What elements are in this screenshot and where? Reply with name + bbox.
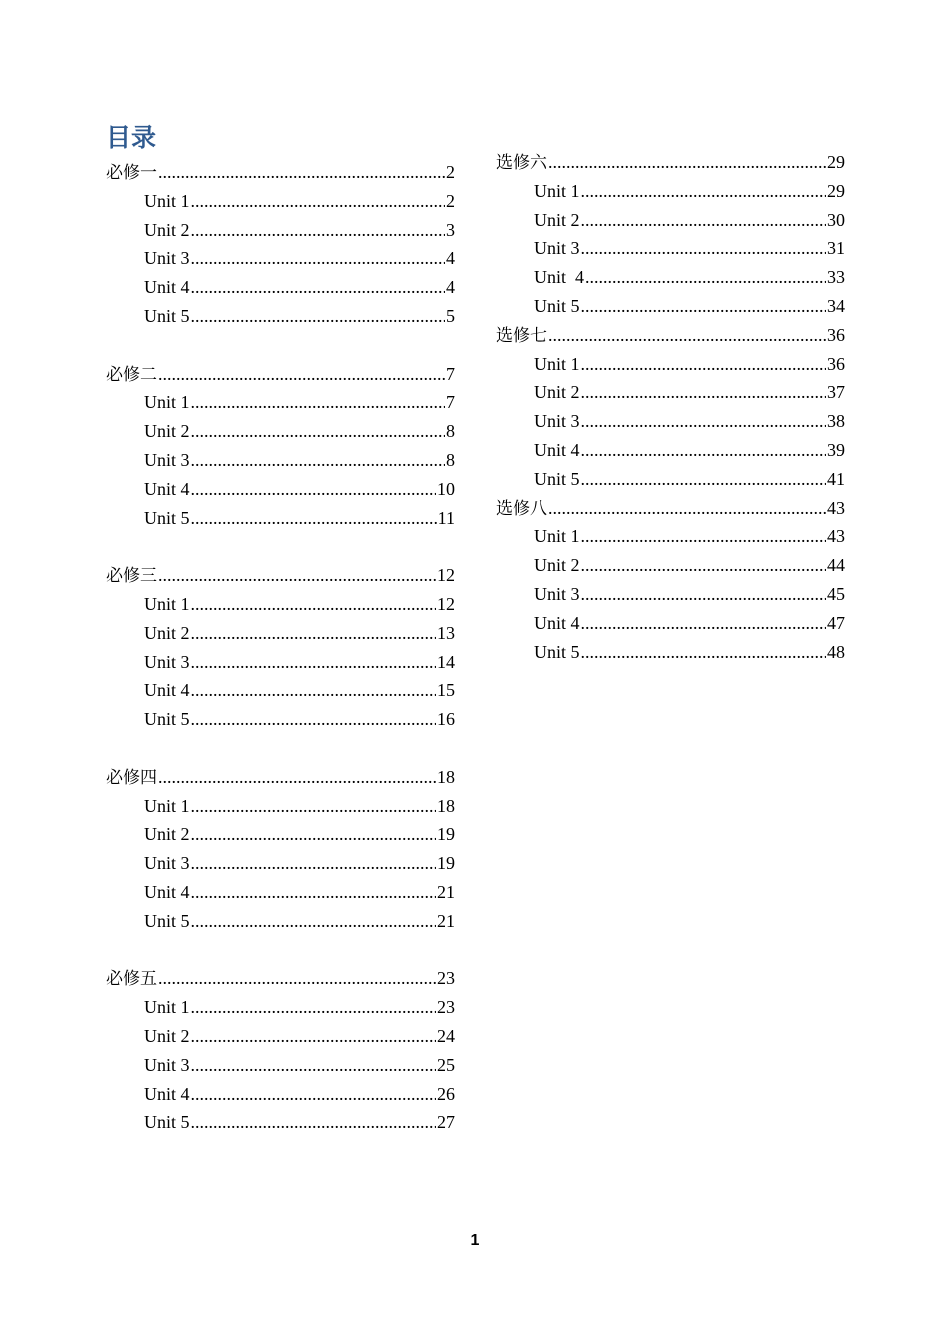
toc-unit-entry[interactable] [496, 350, 845, 379]
toc-unit-entry[interactable] [106, 216, 455, 245]
unit-page-number: 8 [446, 421, 455, 442]
toc-unit-entry[interactable] [106, 446, 455, 475]
toc-unit-entry[interactable] [106, 475, 455, 504]
dot-leader [191, 302, 445, 331]
unit-page-number: 48 [827, 641, 845, 662]
unit-page-number: 19 [437, 824, 455, 845]
dot-leader [581, 638, 826, 667]
unit-label: Unit 3 [144, 1054, 190, 1075]
unit-page-number: 15 [437, 680, 455, 701]
dot-leader [191, 273, 445, 302]
unit-page-number: 33 [827, 267, 845, 288]
toc-unit-entry[interactable] [106, 1051, 455, 1080]
unit-label: Unit 4 [144, 478, 190, 499]
section-page-number: 43 [827, 497, 845, 518]
section-name: 选修八 [496, 498, 547, 519]
unit-label: Unit 1 [144, 392, 190, 413]
unit-label: Unit 1 [144, 593, 190, 614]
unit-label: Unit 2 [534, 555, 580, 576]
unit-label: Unit 2 [534, 382, 580, 403]
unit-label: Unit 5 [144, 305, 190, 326]
dot-leader [191, 907, 436, 936]
dot-leader [581, 206, 826, 235]
unit-page-number: 13 [437, 622, 455, 643]
dot-leader [581, 465, 826, 494]
dot-leader [581, 350, 826, 379]
toc-section-entry[interactable] [106, 964, 455, 993]
dot-leader [548, 321, 826, 350]
toc-section-entry[interactable] [106, 763, 455, 792]
toc-left-column [106, 158, 455, 1137]
unit-page-number: 45 [827, 583, 845, 604]
unit-label: Unit 4 [144, 881, 190, 902]
unit-page-number: 21 [437, 881, 455, 902]
toc-unit-entry[interactable] [106, 187, 455, 216]
unit-label: Unit 1 [534, 180, 580, 201]
section-name: 选修七 [496, 325, 547, 346]
toc-unit-entry[interactable] [496, 407, 845, 436]
dot-leader [581, 609, 826, 638]
dot-leader [581, 234, 826, 263]
dot-leader [191, 1108, 436, 1137]
toc-section-entry[interactable] [106, 561, 455, 590]
unit-page-number: 47 [827, 612, 845, 633]
toc-section-entry[interactable] [496, 321, 845, 350]
toc-unit-entry[interactable] [496, 580, 845, 609]
unit-page-number: 41 [827, 468, 845, 489]
section-gap [106, 331, 455, 360]
dot-leader [158, 964, 436, 993]
section-page-number: 23 [437, 968, 455, 989]
dot-leader [585, 263, 826, 292]
toc-title: 目录 [106, 123, 157, 152]
dot-leader [191, 475, 436, 504]
toc-unit-entry[interactable] [106, 907, 455, 936]
unit-label: Unit 5 [144, 709, 190, 730]
unit-label: Unit 5 [144, 910, 190, 931]
unit-label: Unit 1 [534, 353, 580, 374]
dot-leader [191, 878, 436, 907]
dot-leader [548, 148, 826, 177]
unit-label: Unit 2 [534, 209, 580, 230]
section-gap [106, 936, 455, 965]
section-name: 必修一 [106, 163, 157, 183]
dot-leader [191, 676, 436, 705]
dot-leader [191, 187, 445, 216]
unit-page-number: 2 [446, 190, 455, 211]
unit-label: Unit 3 [144, 651, 190, 672]
toc-unit-entry[interactable] [106, 792, 455, 821]
toc-unit-entry[interactable] [496, 465, 845, 494]
dot-leader [191, 648, 436, 677]
dot-leader [191, 388, 445, 417]
unit-label: Unit 4 [144, 277, 190, 298]
dot-leader [191, 1080, 436, 1109]
dot-leader [191, 1051, 436, 1080]
unit-page-number: 43 [827, 526, 845, 547]
unit-label: Unit 2 [144, 622, 190, 643]
unit-label: Unit 5 [144, 1112, 190, 1133]
toc-section-entry[interactable] [106, 158, 455, 187]
unit-label: Unit 1 [534, 526, 580, 547]
unit-page-number: 7 [446, 392, 455, 413]
toc-unit-entry[interactable] [106, 820, 455, 849]
toc-right-column [496, 148, 845, 666]
dot-leader [581, 177, 826, 206]
unit-label: Unit 3 [144, 853, 190, 874]
toc-unit-entry[interactable] [106, 993, 455, 1022]
dot-leader [191, 446, 445, 475]
dot-leader [191, 216, 445, 245]
toc-unit-entry[interactable] [496, 263, 845, 292]
unit-label: Unit 4 [534, 439, 580, 460]
unit-label: Unit 1 [144, 795, 190, 816]
unit-page-number: 12 [437, 593, 455, 614]
dot-leader [581, 378, 826, 407]
unit-page-number: 8 [446, 449, 455, 470]
dot-leader [191, 705, 436, 734]
dot-leader [581, 551, 826, 580]
section-name: 必修四 [106, 767, 157, 788]
unit-page-number: 27 [437, 1112, 455, 1133]
unit-page-number: 5 [446, 305, 455, 326]
unit-label: Unit 4 [144, 680, 190, 701]
unit-label: Unit 2 [144, 421, 190, 442]
section-gap [106, 532, 455, 561]
unit-label: Unit 5 [534, 641, 580, 662]
toc-unit-entry[interactable] [106, 504, 455, 533]
section-page-number: 2 [446, 162, 455, 182]
dot-leader [581, 436, 826, 465]
section-name: 必修五 [106, 969, 157, 990]
toc-unit-entry[interactable] [496, 177, 845, 206]
unit-page-number: 23 [437, 997, 455, 1018]
dot-leader [581, 580, 826, 609]
unit-page-number: 3 [446, 219, 455, 240]
section-page-number: 12 [437, 565, 455, 586]
section-name: 必修三 [106, 566, 157, 587]
toc-unit-entry[interactable] [106, 590, 455, 619]
unit-label: Unit 5 [534, 468, 580, 489]
dot-leader [191, 1022, 436, 1051]
unit-page-number: 30 [827, 209, 845, 230]
toc-section-entry[interactable] [106, 360, 455, 389]
toc-unit-entry[interactable] [496, 234, 845, 263]
dot-leader [191, 590, 436, 619]
dot-leader [158, 360, 445, 389]
unit-label: Unit 1 [144, 190, 190, 211]
dot-leader [191, 993, 436, 1022]
unit-page-number: 14 [437, 651, 455, 672]
toc-unit-entry[interactable] [496, 378, 845, 407]
toc-unit-entry[interactable] [496, 551, 845, 580]
toc-unit-entry[interactable] [106, 648, 455, 677]
dot-leader [548, 494, 826, 523]
unit-label: Unit 3 [144, 248, 190, 269]
unit-page-number: 18 [437, 795, 455, 816]
unit-page-number: 4 [446, 248, 455, 269]
dot-leader [158, 561, 436, 590]
unit-label: Unit 2 [144, 824, 190, 845]
toc-unit-entry[interactable] [106, 619, 455, 648]
unit-page-number: 11 [437, 507, 455, 528]
toc-unit-entry[interactable] [496, 522, 845, 551]
unit-label: Unit 4 [534, 612, 580, 633]
unit-page-number: 31 [827, 238, 845, 259]
section-page-number: 36 [827, 324, 845, 345]
dot-leader [191, 417, 445, 446]
dot-leader [191, 619, 436, 648]
unit-label: Unit 4 [534, 267, 585, 288]
unit-label: Unit 3 [534, 583, 580, 604]
toc-section-entry[interactable] [496, 494, 845, 523]
toc-unit-entry[interactable] [106, 1080, 455, 1109]
unit-label: Unit 3 [534, 238, 580, 259]
unit-page-number: 25 [437, 1054, 455, 1075]
unit-page-number: 19 [437, 853, 455, 874]
toc-unit-entry[interactable] [106, 849, 455, 878]
unit-page-number: 24 [437, 1025, 455, 1046]
unit-page-number: 26 [437, 1083, 455, 1104]
toc-unit-entry[interactable] [106, 302, 455, 331]
dot-leader [191, 504, 437, 533]
section-page-number: 7 [446, 363, 455, 384]
toc-unit-entry[interactable] [106, 244, 455, 273]
dot-leader [191, 792, 436, 821]
toc-unit-entry[interactable] [496, 609, 845, 638]
toc-section-entry[interactable] [496, 148, 845, 177]
toc-unit-entry[interactable] [106, 417, 455, 446]
unit-label: Unit 3 [144, 449, 190, 470]
unit-label: Unit 2 [144, 219, 190, 240]
page-number: 1 [470, 1232, 480, 1249]
unit-label: Unit 3 [534, 411, 580, 432]
unit-page-number: 16 [437, 709, 455, 730]
unit-page-number: 36 [827, 353, 845, 374]
dot-leader [191, 849, 436, 878]
toc-unit-entry[interactable] [106, 878, 455, 907]
toc-unit-entry[interactable] [496, 292, 845, 321]
unit-page-number: 10 [437, 478, 455, 499]
section-name: 选修六 [496, 153, 547, 173]
unit-label: Unit 2 [144, 1025, 190, 1046]
section-page-number: 29 [827, 152, 845, 172]
section-page-number: 18 [437, 766, 455, 787]
toc-unit-entry[interactable] [106, 676, 455, 705]
unit-label: Unit 1 [144, 997, 190, 1018]
unit-page-number: 38 [827, 411, 845, 432]
toc-unit-entry[interactable] [496, 206, 845, 235]
toc-unit-entry[interactable] [106, 273, 455, 302]
dot-leader [158, 763, 436, 792]
unit-page-number: 37 [827, 382, 845, 403]
unit-label: Unit 4 [144, 1083, 190, 1104]
unit-page-number: 34 [827, 295, 845, 316]
dot-leader [191, 244, 445, 273]
unit-label: Unit 5 [144, 507, 190, 528]
unit-page-number: 44 [827, 555, 845, 576]
dot-leader [158, 158, 445, 187]
dot-leader [581, 522, 826, 551]
toc-unit-entry[interactable] [106, 388, 455, 417]
toc-unit-entry[interactable] [106, 705, 455, 734]
toc-unit-entry[interactable] [106, 1022, 455, 1051]
unit-page-number: 21 [437, 910, 455, 931]
dot-leader [581, 407, 826, 436]
toc-unit-entry[interactable] [496, 436, 845, 465]
section-gap [106, 734, 455, 763]
dot-leader [191, 820, 436, 849]
toc-unit-entry[interactable] [106, 1108, 455, 1137]
section-name: 必修二 [106, 364, 157, 385]
unit-page-number: 29 [827, 180, 845, 201]
dot-leader [581, 292, 826, 321]
unit-page-number: 4 [446, 277, 455, 298]
unit-page-number: 39 [827, 439, 845, 460]
unit-label: Unit 5 [534, 295, 580, 316]
toc-unit-entry[interactable] [496, 638, 845, 667]
